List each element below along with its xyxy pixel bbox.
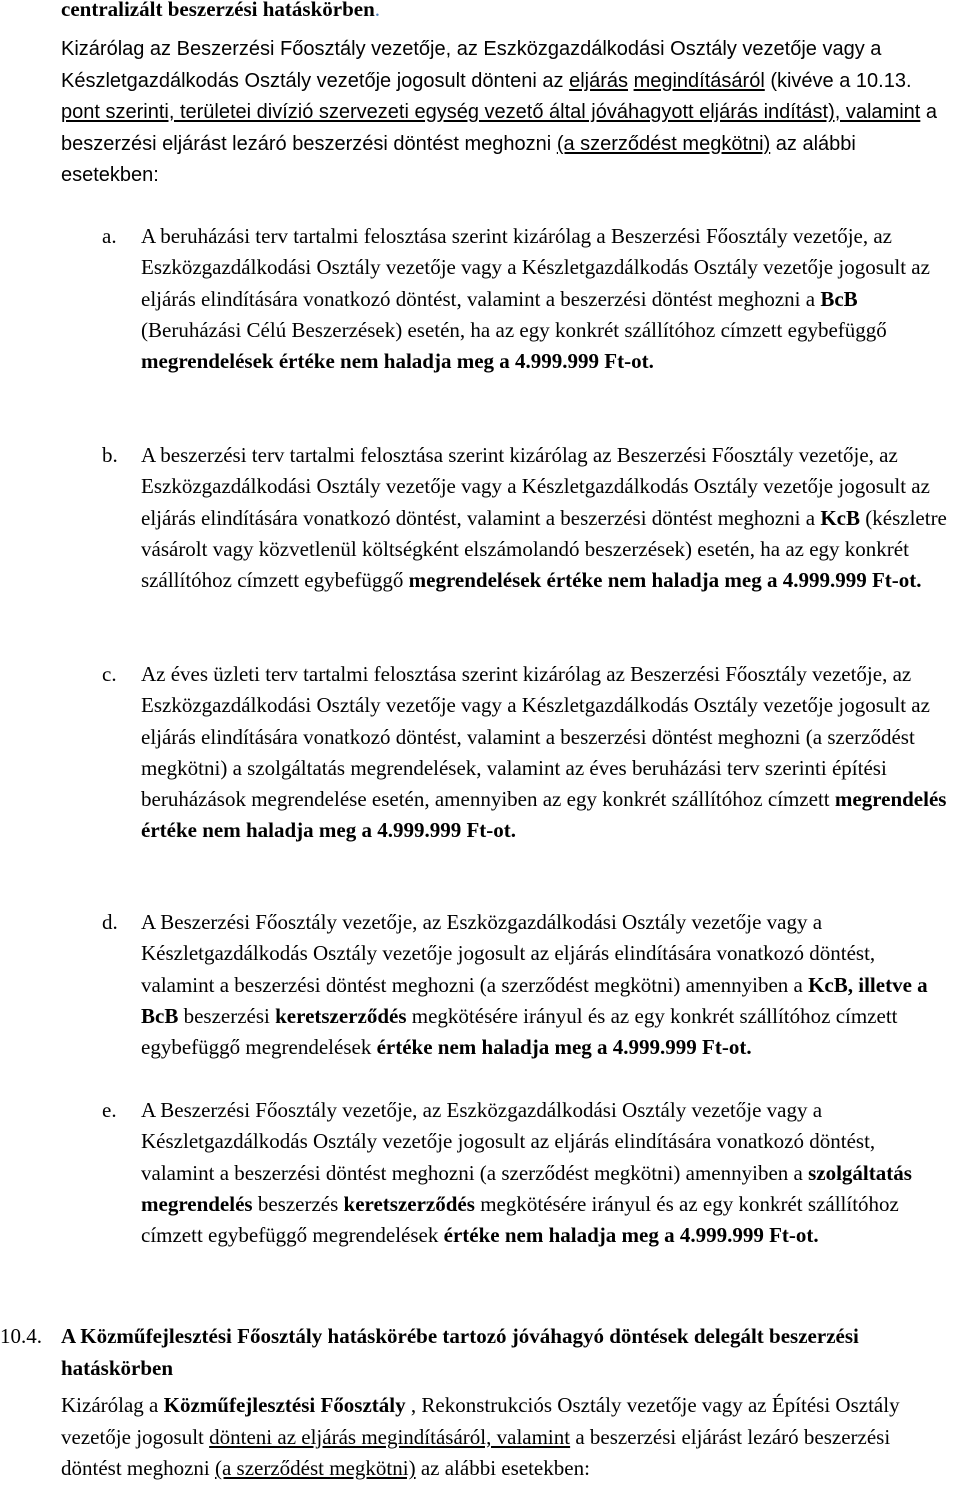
section-heading-continued — [61, 0, 952, 26]
list-marker-b: b. — [102, 443, 118, 467]
section-title-text: A Közműfejlesztési Főosztály hatáskörébe tartozó jóváhagyó döntések delegált beszerzési hatáskörben — [61, 1324, 859, 1380]
intro-text-1: Kizárólag az Beszerzési Főosztály vezetője, az Eszközgazdálkodási Osztály vezetője vagy a Készletgazdálkodás Osztály vezetője jogosult dönteni az — [61, 38, 882, 92]
section-text-1: Kizárólag a — [61, 1393, 164, 1417]
item-a-bold-1: BcB — [820, 286, 858, 311]
item-e-bold-1: szolgáltatás megrendelés — [141, 1160, 912, 1216]
item-b-text-2: (készletre vásárolt vagy közvetlenül költségként elszámolandó beszerzések) esetén, ha az egy konkrét szállítóhoz címzett egybefüggő — [141, 505, 947, 593]
list-marker-a: a. — [102, 224, 117, 248]
item-e-bold-2: keretszerződés — [343, 1191, 475, 1216]
item-d-bold-2: keretszerződés — [275, 1003, 407, 1028]
list-item-c — [141, 659, 952, 847]
item-a-bold-2: megrendelések értéke nem haladja meg a 4.999.999 Ft-ot. — [141, 349, 654, 374]
item-a-text-2: (Beruházási Célú Beszerzések) esetén, ha az egy konkrét szállítóhoz címzett egybefüggő — [141, 317, 887, 342]
heading-dot: . — [374, 0, 381, 21]
item-b-bold-2: megrendelések értéke nem haladja meg a 4.999.999 Ft-ot. — [408, 568, 922, 593]
list-item-a — [141, 221, 952, 377]
intro-paragraph — [61, 34, 952, 192]
item-a-text-1: A beruházási terv tartalmi felosztása szerint kizárólag a Beszerzési Főosztály vezetője, az Eszközgazdálkodási Osztály vezetője vagy a Készletgazdálkodás Osztály vezetője jogosult az eljárás elindítására vonatkozó döntést, valamint a beszerzési döntést meghozni a — [141, 224, 930, 311]
section-text-2: , Rekonstrukciós Osztály vezetője vagy az Építési Osztály vezetője jogosult — [61, 1393, 900, 1449]
item-d-text-1: A Beszerzési Főosztály vezetője, az Eszközgazdálkodási Osztály vezetője vagy a Készletgazdálkodás Osztály vezetője jogosult az eljárás elindítására vonatkozó döntést, valamint a beszerzési döntést meghozni (a szerződést megkötni) amennyiben a — [141, 910, 876, 997]
intro-text-2: (kivéve a 10.13. — [764, 69, 912, 92]
list-marker-e: e. — [102, 1098, 117, 1122]
item-b-bold-1: KcB — [820, 505, 861, 530]
section-text-4: az alábbi esetekben: — [415, 1456, 590, 1480]
item-d-bold-3: értéke nem haladja meg a 4.999.999 Ft-ot. — [376, 1035, 752, 1060]
item-e-text-3: megkötésére irányul és az egy konkrét szállítóhoz címzett egybefüggő megrendelések — [141, 1191, 899, 1248]
intro-underline-3: pont szerinti, területei divízió szervezeti egység vezető által jóváhagyott eljárás indítást), valamint — [61, 101, 921, 123]
item-d-bold-1: KcB, illetve a BcB — [141, 972, 928, 1028]
list-item-e — [141, 1095, 952, 1251]
item-e-bold-3: értéke nem haladja meg a 4.999.999 Ft-ot. — [443, 1223, 819, 1248]
list-item-d — [141, 907, 952, 1063]
intro-text-4: az alábbi esetekben: — [61, 132, 856, 186]
item-e-text-2: beszerzés — [252, 1191, 344, 1216]
item-c-text-1: Az éves üzleti terv tartalmi felosztása szerint kizárólag az Beszerzési Főosztály vezetője, az Eszközgazdálkodási Osztály vezetője vagy a Készletgazdálkodás Osztály vezetője jogosult az eljárás elindítására vonatkozó döntést, valamint a beszerzési döntést meghozni (a szerződést megkötni) a szolgáltatás megrendelések, valamint az éves beruházási terv szerinti építési beruházások megrendelése esetén, amennyiben az egy konkrét szállítóhoz címzett — [141, 662, 930, 812]
section-number: 10.4. — [0, 1324, 42, 1348]
section-bold-1: Közműfejlesztési Főosztály — [163, 1393, 406, 1417]
item-e-text-1: A Beszerzési Főosztály vezetője, az Eszközgazdálkodási Osztály vezetője vagy a Készletgazdálkodás Osztály vezetője jogosult az eljárás elindítására vonatkozó döntést, valamint a beszerzési döntést meghozni (a szerződést megkötni) amennyiben a — [141, 1098, 876, 1185]
intro-underline-2: megindításáról — [633, 69, 765, 92]
intro-text-3: a beszerzési eljárást lezáró beszerzési döntést meghozni — [61, 101, 938, 155]
item-d-text-3: megkötésére irányul és az egy konkrét szállítóhoz címzett egybefüggő megrendelések — [141, 1003, 898, 1060]
item-d-text-2: beszerzési — [178, 1003, 276, 1028]
section-text-3: a beszerzési eljárást lezáró beszerzési döntést meghozni — [61, 1424, 891, 1480]
list-marker-d: d. — [102, 910, 118, 934]
heading-text: centralizált beszerzési hatáskörben — [61, 0, 375, 21]
section-underline-2: (a szerződést megkötni) — [214, 1456, 416, 1480]
list-item-b — [141, 440, 952, 596]
section-underline-1: dönteni az eljárás megindításáról, valamint — [209, 1424, 571, 1449]
section-title — [61, 1321, 952, 1384]
section-paragraph — [61, 1390, 952, 1485]
list-marker-c: c. — [102, 662, 117, 686]
item-b-text-1: A beszerzési terv tartalmi felosztása szerint kizárólag az Beszerzési Főosztály vezetője, az Eszközgazdálkodási Osztály vezetője vagy a Készletgazdálkodás Osztály vezetője jogosult az eljárás elindítására vonatkozó döntést, valamint a beszerzési döntést meghozni a — [141, 443, 930, 530]
intro-underline-1: eljárás — [569, 69, 629, 92]
item-c-bold-1: megrendelés értéke nem haladja meg a 4.999.999 Ft-ot. — [141, 787, 947, 843]
intro-underline-4: (a szerződést megkötni) — [556, 132, 771, 155]
